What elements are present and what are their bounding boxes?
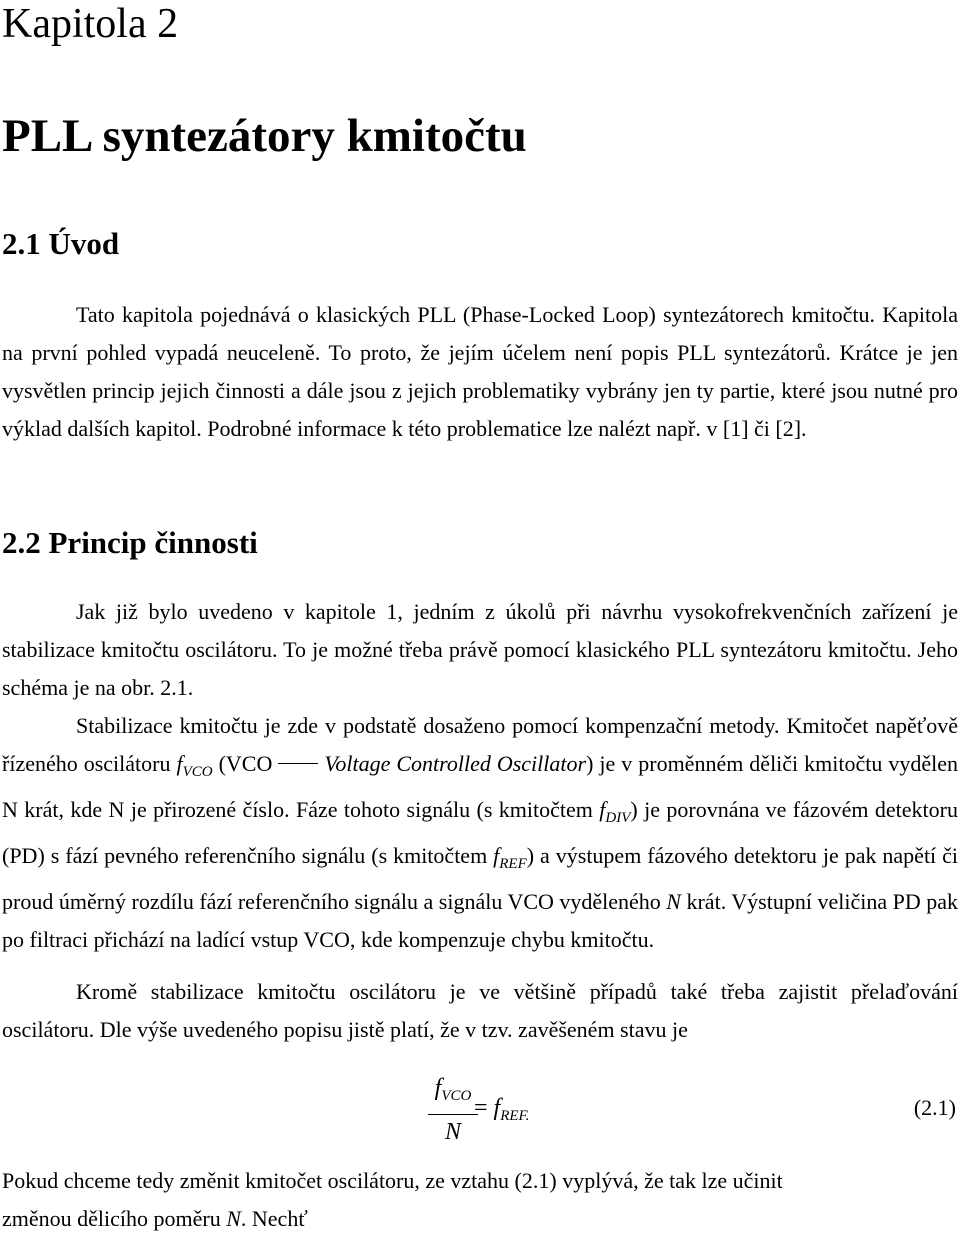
subscript-vco: VCO [182,764,213,780]
equation-2-1 [0,1070,960,1150]
fraction-denominator: N [444,1119,461,1145]
equation-rhs [474,1090,530,1134]
closing-paragraph-line-2 [2,1200,958,1238]
closing-paragraph-line-1: Pokud chceme tedy změnit kmitočet oscilátoru, ze vztahu (2.1) vyplývá, že tak lze učinit [2,1168,783,1193]
text-run: Stabilizace kmitočtu je zde v podstatě dosaženo pomocí kompenzační metody. Kmitočet napěťově řízeného oscilátoru [2,713,958,776]
section-heading-principle: 2.2 Princip činnosti [2,525,258,560]
chapter-label: Kapitola 2 [2,1,179,47]
principle-paragraph-3: Kromě stabilizace kmitočtu oscilátoru je ve většině případů také třeba zajistit přelaďování oscilátoru. Dle výše uvedeného popisu jistě platí, že v tzv. zavěšeném stavu je [2,979,958,1042]
symbol-f: f [493,1095,501,1121]
subscript-ref: REF. [500,1108,530,1124]
subscript-ref: REF [499,856,527,872]
principle-paragraph-1: Jak již bylo uvedeno v kapitole 1, jedním z úkolů při návrhu vysokofrekvenčních zařízení je stabilizace kmitočtu oscilátoru. To je možné třeba právě pomocí klasického PLL syntezátoru kmitočtu. Jeho schéma je na obr. 2.1. [2,599,958,700]
symbol-n: N [226,1206,241,1231]
section-heading-intro: 2.1 Úvod [2,226,120,261]
text-run: změnou dělicího poměru [2,1206,227,1231]
equals-sign: = [474,1095,494,1121]
chapter-title: PLL syntezátory kmitočtu [2,110,527,162]
text-run: ) a výstupem fázového detektoru je pak napětí či proud úměrný rozdílu fází referenčního signálu a signálu VCO vyděleného [2,843,958,914]
text-run: je přirozené číslo. Fáze tohoto signálu (s kmitočtem [124,797,600,822]
text-run: krát. Výstupní veličina PD pak po filtraci přichází na ladící vstup VCO, kde kompenzuje chybu kmitočtu. [2,889,958,952]
symbol-f: f [599,797,606,822]
symbol-f: f [176,751,183,776]
text-run: krát, kde [17,797,109,822]
symbol-f: f [434,1075,442,1101]
principle-paragraph-2 [2,707,958,959]
text-run: (VCO [212,751,273,776]
equation-number: (2.1) [913,1095,956,1120]
symbol-f: f [493,843,500,868]
symbol-n: N [108,797,125,822]
subscript-div: DIV [605,810,631,826]
fraction-numerator [426,1070,480,1114]
text-run: ) je porovnána ve fázovém detektoru (PD) s fází pevného referenčního signálu (s kmitočtem [2,797,958,868]
symbol-n: N [666,889,681,914]
subscript-vco: VCO [441,1088,472,1104]
text-run: ) je v proměnném děliči kmitočtu vydělen [586,751,958,776]
equation-fraction [426,1070,480,1149]
intro-paragraph: Tato kapitola pojednává o klasických PLL (Phase-Locked Loop) syntezátorech kmitočtu. Kapitola na první pohled vypadá neuceleně. To proto, že jejím účelem není popis PLL syntezátorů. Krátce je jen vysvětlen princip jejich činnosti a dále jsou z jejich problematiky vybrány jen ty partie, které jsou nutné pro výklad dalších kapitol. Podrobné informace k této problematice lze nalézt např. v [1] či [2]. [2,302,958,441]
symbol-n: N [2,797,18,822]
em-dash [278,763,318,764]
vco-expansion: Voltage Controlled Oscillator [324,751,587,776]
text-run: . Nechť [240,1206,308,1231]
